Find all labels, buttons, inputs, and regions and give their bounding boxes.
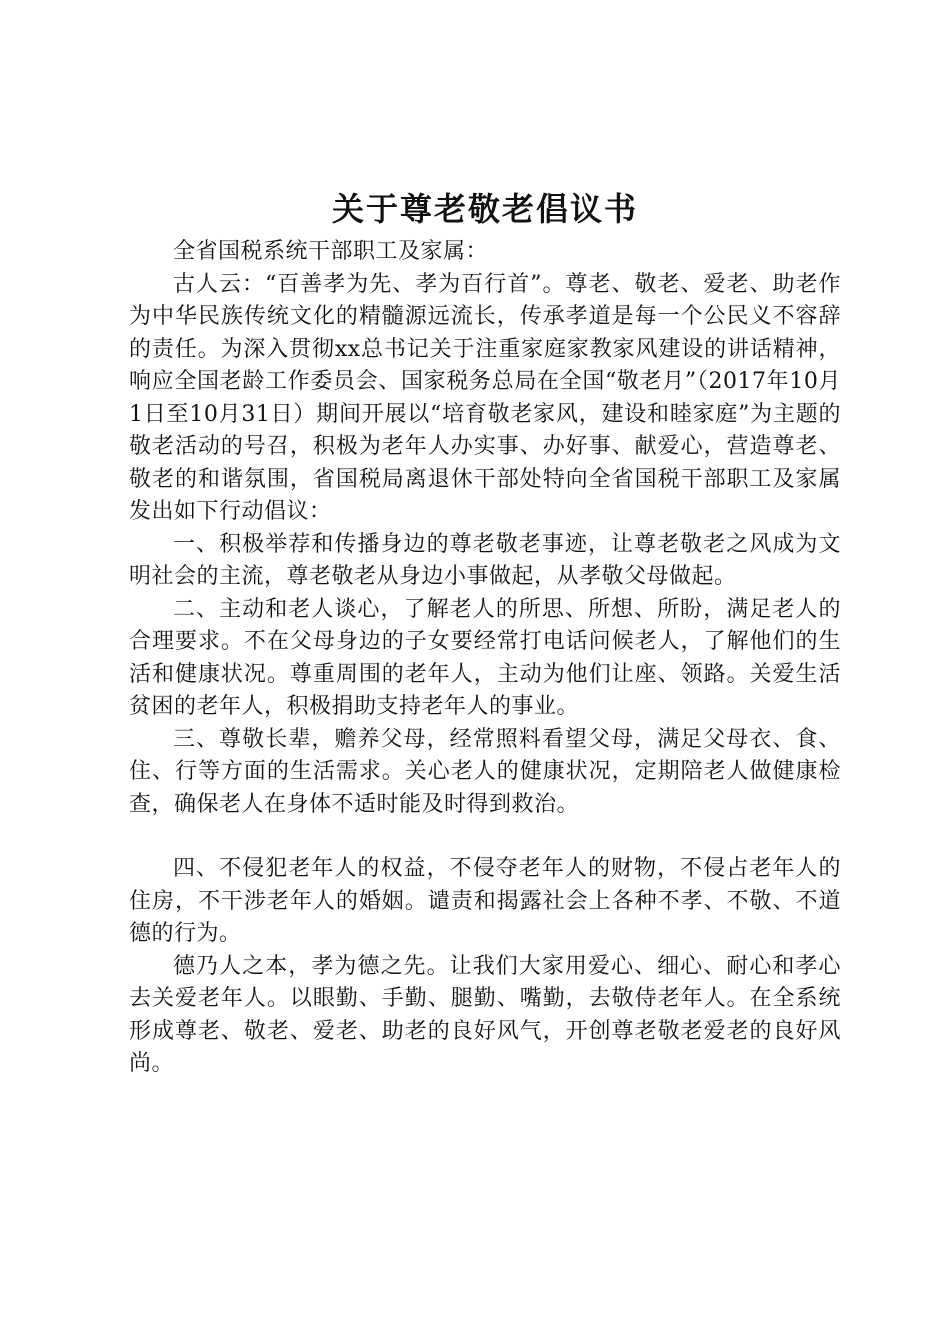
paragraph-closing: 德乃人之本，孝为德之先。让我们大家用爱心、细心、耐心和孝心去关爱老年人。以眼勤、手勤、腿勤、嘴勤，去敬侍老年人。在全系统形成尊老、敬老、爱老、助老的良好风气，开创尊老敬老爱老的良好风尚。 <box>129 953 841 1076</box>
salutation: 全省国税系统干部职工及家属： <box>173 239 489 264</box>
document-title: 关于尊老敬老倡议书 <box>331 190 638 228</box>
paragraph-item-2: 二、主动和老人谈心，了解老人的所思、所想、所盼，满足老人的合理要求。不在父母身边的子女要经常打电话问候老人，了解他们的生活和健康状况。尊重周围的老年人，主动为他们让座、领路。关爱生活贫困的老年人，积极捐助支持老年人的事业。 <box>129 596 841 719</box>
document-body <box>129 186 841 1081</box>
paragraph-item-1: 一、积极举荐和传播身边的尊老敬老事迹，让尊老敬老之风成为文明社会的主流，尊老敬老从身边小事做起，从孝敬父母做起。 <box>129 531 841 589</box>
paragraph-item-4: 四、不侵犯老年人的权益，不侵夺老年人的财物，不侵占老年人的住房，不干涉老年人的婚姻。谴责和揭露社会上各种不孝、不敬、不道德的行为。 <box>129 856 841 946</box>
paragraph-intro: 古人云：“百善孝为先、孝为百行首”。尊老、敬老、爱老、助老作为中华民族传统文化的精髓源远流长，传承孝道是每一个公民义不容辞的责任。为深入贯彻xx总书记关于注重家庭家教家风建设的讲话精神，响应全国老龄工作委员会、国家税务总局在全国“敬老月”（2017年10月1日至10月31日）期间开展以“培育敬老家风，建设和睦家庭”为主题的敬老活动的号召，积极为老年人办实事、办好事、献爱心，营造尊老、敬老的和谐氛围，省国税局离退休干部处特向全省国税干部职工及家属发出如下行动倡议： <box>129 271 841 524</box>
paragraph-item-3: 三、尊敬长辈，赡养父母，经常照料看望父母，满足父母衣、食、住、行等方面的生活需求。关心老人的健康状况，定期陪老人做健康检查，确保老人在身体不适时能及时得到救治。 <box>129 726 841 817</box>
